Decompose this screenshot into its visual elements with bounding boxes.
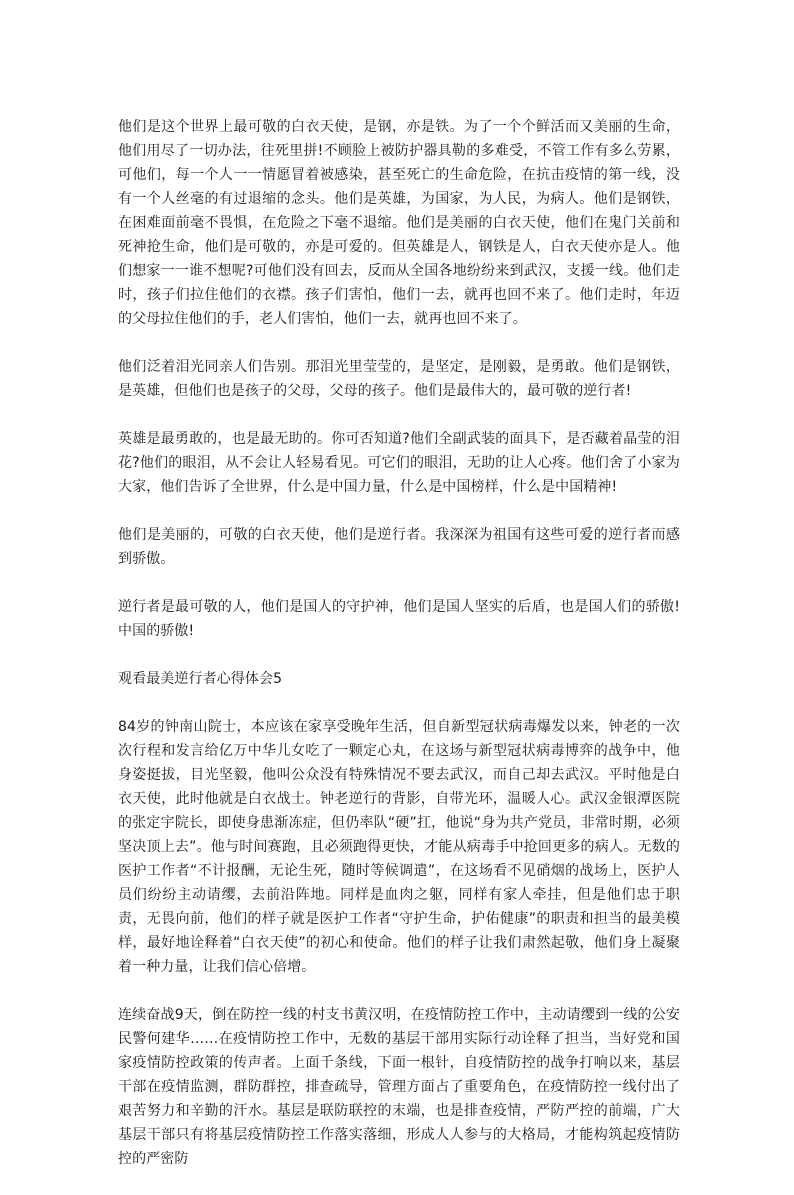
paragraph-5: 逆行者是最可敬的人，他们是国人的守护神，他们是国人坚实的后盾，也是国人们的骄傲!中国的骄傲!	[118, 599, 680, 639]
section-paragraph-1: 84岁的钟南山院士，本应该在家享受晚年生活，但自新型冠状病毒爆发以来，钟老的一次次行程和发言给亿万中华儿女吃了一颗定心丸，在这场与新型冠状病毒博弈的战争中，他身姿挺拔，目光坚毅，他叫公众没有特殊情况不要去武汉，而自己却去武汉。平时他是白衣天使，此时他就是白衣战士。钟老逆行的背影，自带光环，温暖人心。武汉金银潭医院的张定宇院长，即使身患渐冻症，但仍率队“硬”扛，他说“身为共产党员，非常时期，必须坚决顶上去”。他与时间赛跑，且必须跑得更快，才能从病毒手中抢回更多的病人。无数的医护工作者“不计报酬，无论生死，随时等候调遣”，在这场看不见硝烟的战场上，医护人员们纷纷主动请缨，去前沿阵地。同样是血肉之躯，同样有家人牵挂，但是他们忠于职责，无畏向前，他们的样子就是医护工作者“守护生命，护佑健康”的职责和担当的最美模样，最好地诠释着“白衣天使”的初心和使命。他们的样子让我们肃然起敬，他们身上凝聚着一种力量，让我们信心倍增。	[118, 719, 680, 975]
paragraph-1: 他们是这个世界上最可敬的白衣天使，是钢，亦是铁。为了一个个鲜活而又美丽的生命，他们用尽了一切办法，往死里拼!不顾脸上被防护器具勒的多难受，不管工作有多么劳累，可他们，每一个人一一情愿冒着被感染，甚至死亡的生命危险，在抗击疫情的第一线，没有一个人丝毫的有过退缩的念头。他们是英雄，为国家，为人民，为病人。他们是钢铁，在困难面前毫不畏惧，在危险之下毫不退缩。他们是美丽的白衣天使，他们在鬼门关前和死神抢生命，他们是可敬的，亦是可爱的。但英雄是人，钢铁是人，白衣天使亦是人。他们想家一一谁不想呢?可他们没有回去，反而从全国各地纷纷来到武汉，支援一线。他们走时，孩子们拉住他们的衣襟。孩子们害怕，他们一去，就再也回不来了。他们走时，年迈的父母拉住他们的手，老人们害怕，他们一去，就再也回不来了。	[118, 119, 680, 327]
section-heading: 观看最美逆行者心得体会5	[118, 671, 283, 687]
paragraph-2: 他们泛着泪光同亲人们告别。那泪光里莹莹的，是坚定，是刚毅，是勇敢。他们是钢铁，是英雄，但他们也是孩子的父母，父母的孩子。他们是最伟大的，最可敬的逆行者!	[118, 359, 680, 399]
paragraph-4: 他们是美丽的，可敬的白衣天使，他们是逆行者。我深深为祖国有这些可爱的逆行者而感到骄傲。	[118, 527, 680, 567]
section-paragraph-2: 连续奋战9天，倒在防控一线的村支书黄汉明，在疫情防控工作中，主动请缨到一线的公安民警何建华……在疫情防控工作中，无数的基层干部用实际行动诠释了担当，当好党和国家疫情防控政策的传声者。上面千条线，下面一根针，自疫情防控的战争打响以来，基层干部在疫情监测，群防群控，排查疏导，管理方面占了重要角色，在疫情防控一线付出了艰苦努力和辛勤的汗水。基层是联防联控的末端，也是排查疫情，严防严控的前端，广大基层干部只有将基层疫情防控工作落实落细，形成人人参与的大格局，才能构筑起疫情防控的严密防	[118, 1007, 680, 1167]
document-page	[118, 115, 680, 1195]
paragraph-3: 英雄是最勇敢的，也是最无助的。你可否知道?他们全副武装的面具下，是否藏着晶莹的泪花?他们的眼泪，从不会让人轻易看见。可它们的眼泪，无助的让人心疼。他们舍了小家为大家，他们告诉了全世界，什么是中国力量，什么是中国榜样，什么是中国精神!	[118, 431, 680, 495]
